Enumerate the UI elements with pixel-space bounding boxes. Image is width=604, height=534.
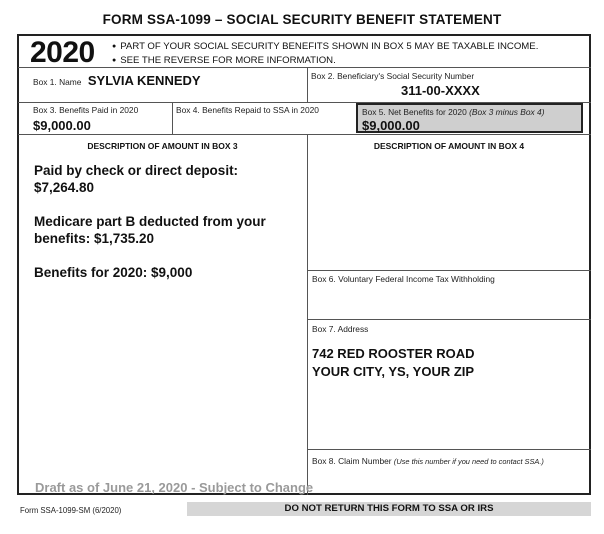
tax-year: 2020 (30, 36, 95, 69)
divider-box1-box2 (307, 67, 308, 102)
divider-row3 (18, 134, 591, 135)
divider-center (307, 134, 308, 495)
box8-label: Box 8. Claim Number (312, 456, 392, 466)
notice-line-1: ● PART OF YOUR SOCIAL SECURITY BENEFITS SHOWN IN BOX 5 MAY BE TAXABLE INCOME. (112, 40, 538, 54)
desc-box3-line3: Medicare part B deducted from your (34, 214, 266, 229)
desc-box3-line1: Paid by check or direct deposit: (34, 163, 239, 178)
desc-box3-line5: Benefits for 2020: $9,000 (34, 265, 193, 280)
address-line2: YOUR CITY, YS, YOUR ZIP (312, 364, 475, 379)
box8-label-row (312, 456, 544, 466)
draft-note: Draft as of June 21, 2020 - Subject to Change (35, 480, 314, 495)
box6-label: Box 6. Voluntary Federal Income Tax Withholding (312, 274, 495, 284)
desc-box4-heading: DESCRIPTION OF AMOUNT IN BOX 4 (373, 141, 525, 151)
box1 (33, 72, 201, 90)
box5-value: $9,000.00 (362, 118, 420, 133)
form-title: FORM SSA-1099 – SOCIAL SECURITY BENEFIT STATEMENT (102, 12, 502, 27)
box8-label-note: (Use this number if you need to contact SSA.) (393, 457, 544, 466)
box2-value: 311-00-XXXX (401, 83, 480, 98)
notice-line-2: ● SEE THE REVERSE FOR MORE INFORMATION. (112, 54, 538, 68)
return-notice: DO NOT RETURN THIS FORM TO SSA OR IRS (284, 503, 494, 514)
desc-box3-line2: $7,264.80 (34, 180, 95, 195)
box2-label: Box 2. Beneficiary's Social Security Number (311, 71, 475, 81)
box3-value: $9,000.00 (33, 118, 91, 133)
desc-box3-heading: DESCRIPTION OF AMOUNT IN BOX 3 (87, 141, 238, 151)
box1-value: SYLVIA KENNEDY (87, 73, 201, 88)
box5-label-row (362, 107, 544, 117)
box4-label: Box 4. Benefits Repaid to SSA in 2020 (176, 105, 319, 115)
box5-label-note: (Box 3 minus Box 4) (469, 107, 545, 117)
divider-box8 (307, 449, 591, 450)
notice-bullets (112, 40, 538, 68)
desc-box3-body (34, 162, 266, 281)
box7-address (312, 345, 475, 381)
desc-box3-line4: benefits: $1,735.20 (34, 231, 155, 246)
divider-box6 (307, 270, 591, 271)
box5 (356, 103, 583, 133)
divider-box7 (307, 319, 591, 320)
box5-label: Box 5. Net Benefits for 2020 (362, 107, 467, 117)
box7-label: Box 7. Address (312, 324, 369, 334)
form-id: Form SSA-1099-SM (6/2020) (20, 506, 122, 515)
box1-label: Box 1. Name (33, 77, 82, 87)
box3-label: Box 3. Benefits Paid in 2020 (33, 105, 139, 115)
address-line1: 742 RED ROOSTER ROAD (312, 346, 475, 361)
divider-box3-box4 (172, 102, 173, 135)
